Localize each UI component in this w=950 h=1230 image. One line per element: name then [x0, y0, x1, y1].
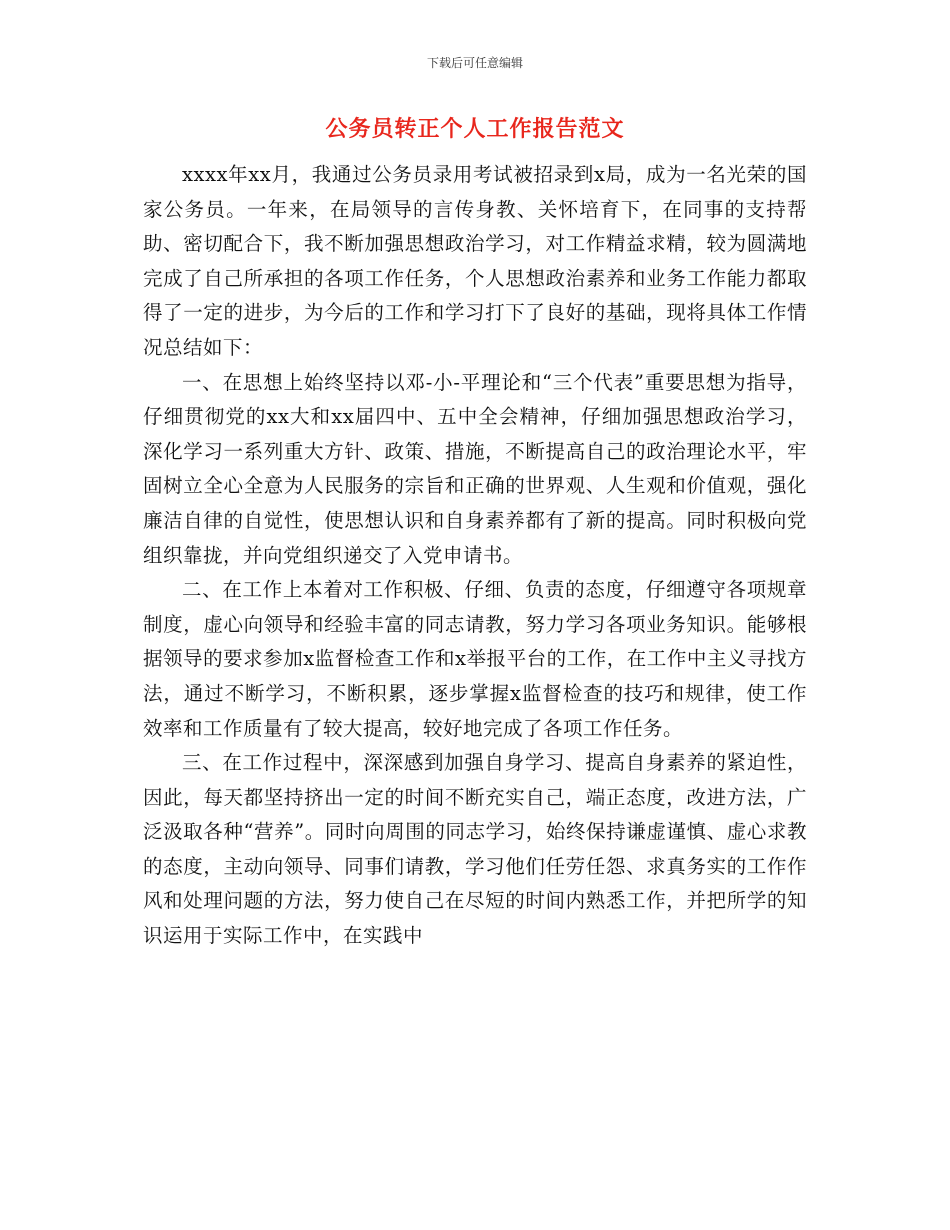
paragraph-intro: xxxx年xx月，我通过公务员录用考试被招录到x局，成为一名光荣的国家公务员。一年来，在局领导的言传身教、关怀培育下，在同事的支持帮助、密切配合下，我不断加强思想政治学习，对工作精益求精，较为圆满地完成了自己所承担的各项工作任务，个人思想政治素养和业务工作能力都取得了一定的进步，为今后的工作和学习打下了良好的基础，现将具体工作情况总结如下： [143, 163, 807, 359]
paragraph-section-2: 二、在工作上本着对工作积极、仔细、负责的态度，仔细遵守各项规章制度，虚心向领导和经验丰富的同志请教，努力学习各项业务知识。能够根据领导的要求参加x监督检查工作和x举报平台的工作，在工作中主义寻找方法，通过不断学习，不断积累，逐步掌握x监督检查的技巧和规律，使工作效率和工作质量有了较大提高，较好地完成了各项工作任务。 [143, 578, 807, 740]
document-title: 公务员转正个人工作报告范文 [325, 117, 625, 142]
header-note: 下载后可任意编辑 [426, 56, 523, 70]
paragraph-section-1: 一、在思想上始终坚持以邓-小-平理论和“三个代表”重要思想为指导，仔细贯彻党的xx大和xx届四中、五中全会精神，仔细加强思想政治学习，深化学习一系列重大方针、政策、措施，不断提高自己的政治理论水平，牢固树立全心全意为人民服务的宗旨和正确的世界观、人生观和价值观，强化廉洁自律的自觉性，使思想认识和自身素养都有了新的提高。同时积极向党组织靠拢，并向党组织递交了入党申请书。 [143, 370, 807, 567]
document-body [143, 158, 807, 954]
paragraph-section-3: 三、在工作过程中，深深感到加强自身学习、提高自身素养的紧迫性，因此，每天都坚持挤出一定的时间不断充实自己，端正态度，改进方法，广泛汲取各种“营养”。同时向周围的同志学习，始终保持谦虚谨慎、虚心求教的态度，主动向领导、同事们请教，学习他们任劳任怨、求真务实的工作作风和处理问题的方法，努力使自己在尽短的时间内熟悉工作，并把所学的知识运用于实际工作中，在实践中 [143, 751, 807, 948]
